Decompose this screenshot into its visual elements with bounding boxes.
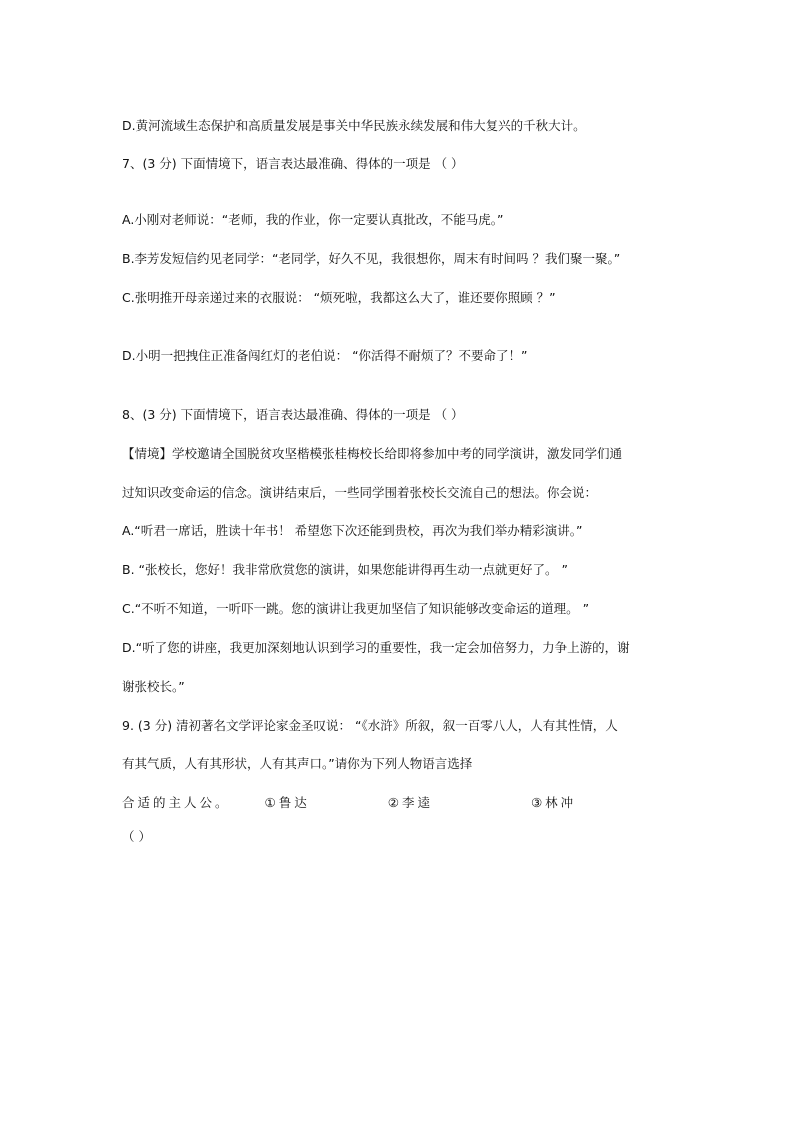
q8-option-b: B. “张校长，您好！我非常欣赏您的演讲，如果您能讲得再生动一点就更好了。 ” xyxy=(122,562,568,577)
q8-option-d-line1: D.“听了您的讲座，我更加深刻地认识到学习的重要性，我一定会加倍努力，力争上游的，谢 xyxy=(122,640,630,655)
q8-context-line1: 【情境】学校邀请全国脱贫攻坚楷模张桂梅校长给即将参加中考的同学演讲，激发同学们通 xyxy=(122,446,623,461)
q7-option-b: B.李芳发短信约见老同学：“老同学，好久不见，我很想你，周末有时间吗 ？我们聚一聚。” xyxy=(122,251,621,266)
q9-stem-line2: 有其气质，人有其形状，人有其声口。”请你为下列人物语言选择 xyxy=(122,756,473,771)
q9-choice-2: ②李逵 xyxy=(387,795,433,810)
q7-stem: 7、(3 分) 下面情境下，语言表达最准确、得体的一项是 （ ） xyxy=(122,156,464,171)
q9-choice-3: ③林冲 xyxy=(530,795,577,810)
q6-option-d: D.黄河流域生态保护和高质量发展是事关中华民族永续发展和伟大复兴的千秋大计。 xyxy=(122,118,586,133)
q9-choices-row xyxy=(122,795,576,811)
q8-option-d-line2: 谢张校长。” xyxy=(122,679,185,694)
q8-option-a: A.“听君一席话，胜读十年书！ 希望您下次还能到贵校，再次为我们举办精彩演讲。” xyxy=(122,523,583,538)
q7-option-d: D.小明一把拽住正准备闯红灯的老伯说： “你活得不耐烦了？不要命了！” xyxy=(122,348,528,363)
q8-stem: 8、(3 分) 下面情境下，语言表达最准确、得体的一项是 （ ） xyxy=(122,407,464,422)
q9-answer-paren: （ ） xyxy=(122,829,151,844)
q8-context-line2: 过知识改变命运的信念。演讲结束后，一些同学围着张校长交流自己的想法。你会说： xyxy=(122,485,598,500)
q7-option-c: C.张明推开母亲递过来的衣服说： “烦死啦，我都这么大了，谁还要你照顾 ？” xyxy=(122,290,556,305)
q9-choice-1: ①鲁达 xyxy=(264,795,310,810)
q7-option-a: A.小刚对老师说：“老师，我的作业，你一定要认真批改，不能马虎。” xyxy=(122,212,504,227)
q8-option-c: C.“不听不知道，一听吓一跳。您的演讲让我更加坚信了知识能够改变命运的道理。 ” xyxy=(122,601,590,616)
q9-stem-line1: 9. (3 分) 清初著名文学评论家金圣叹说： “《水浒》所叙，叙一百零八人，人有其性情，人 xyxy=(122,718,618,733)
q9-stem-line3: 合适的主人公。 xyxy=(122,795,231,810)
